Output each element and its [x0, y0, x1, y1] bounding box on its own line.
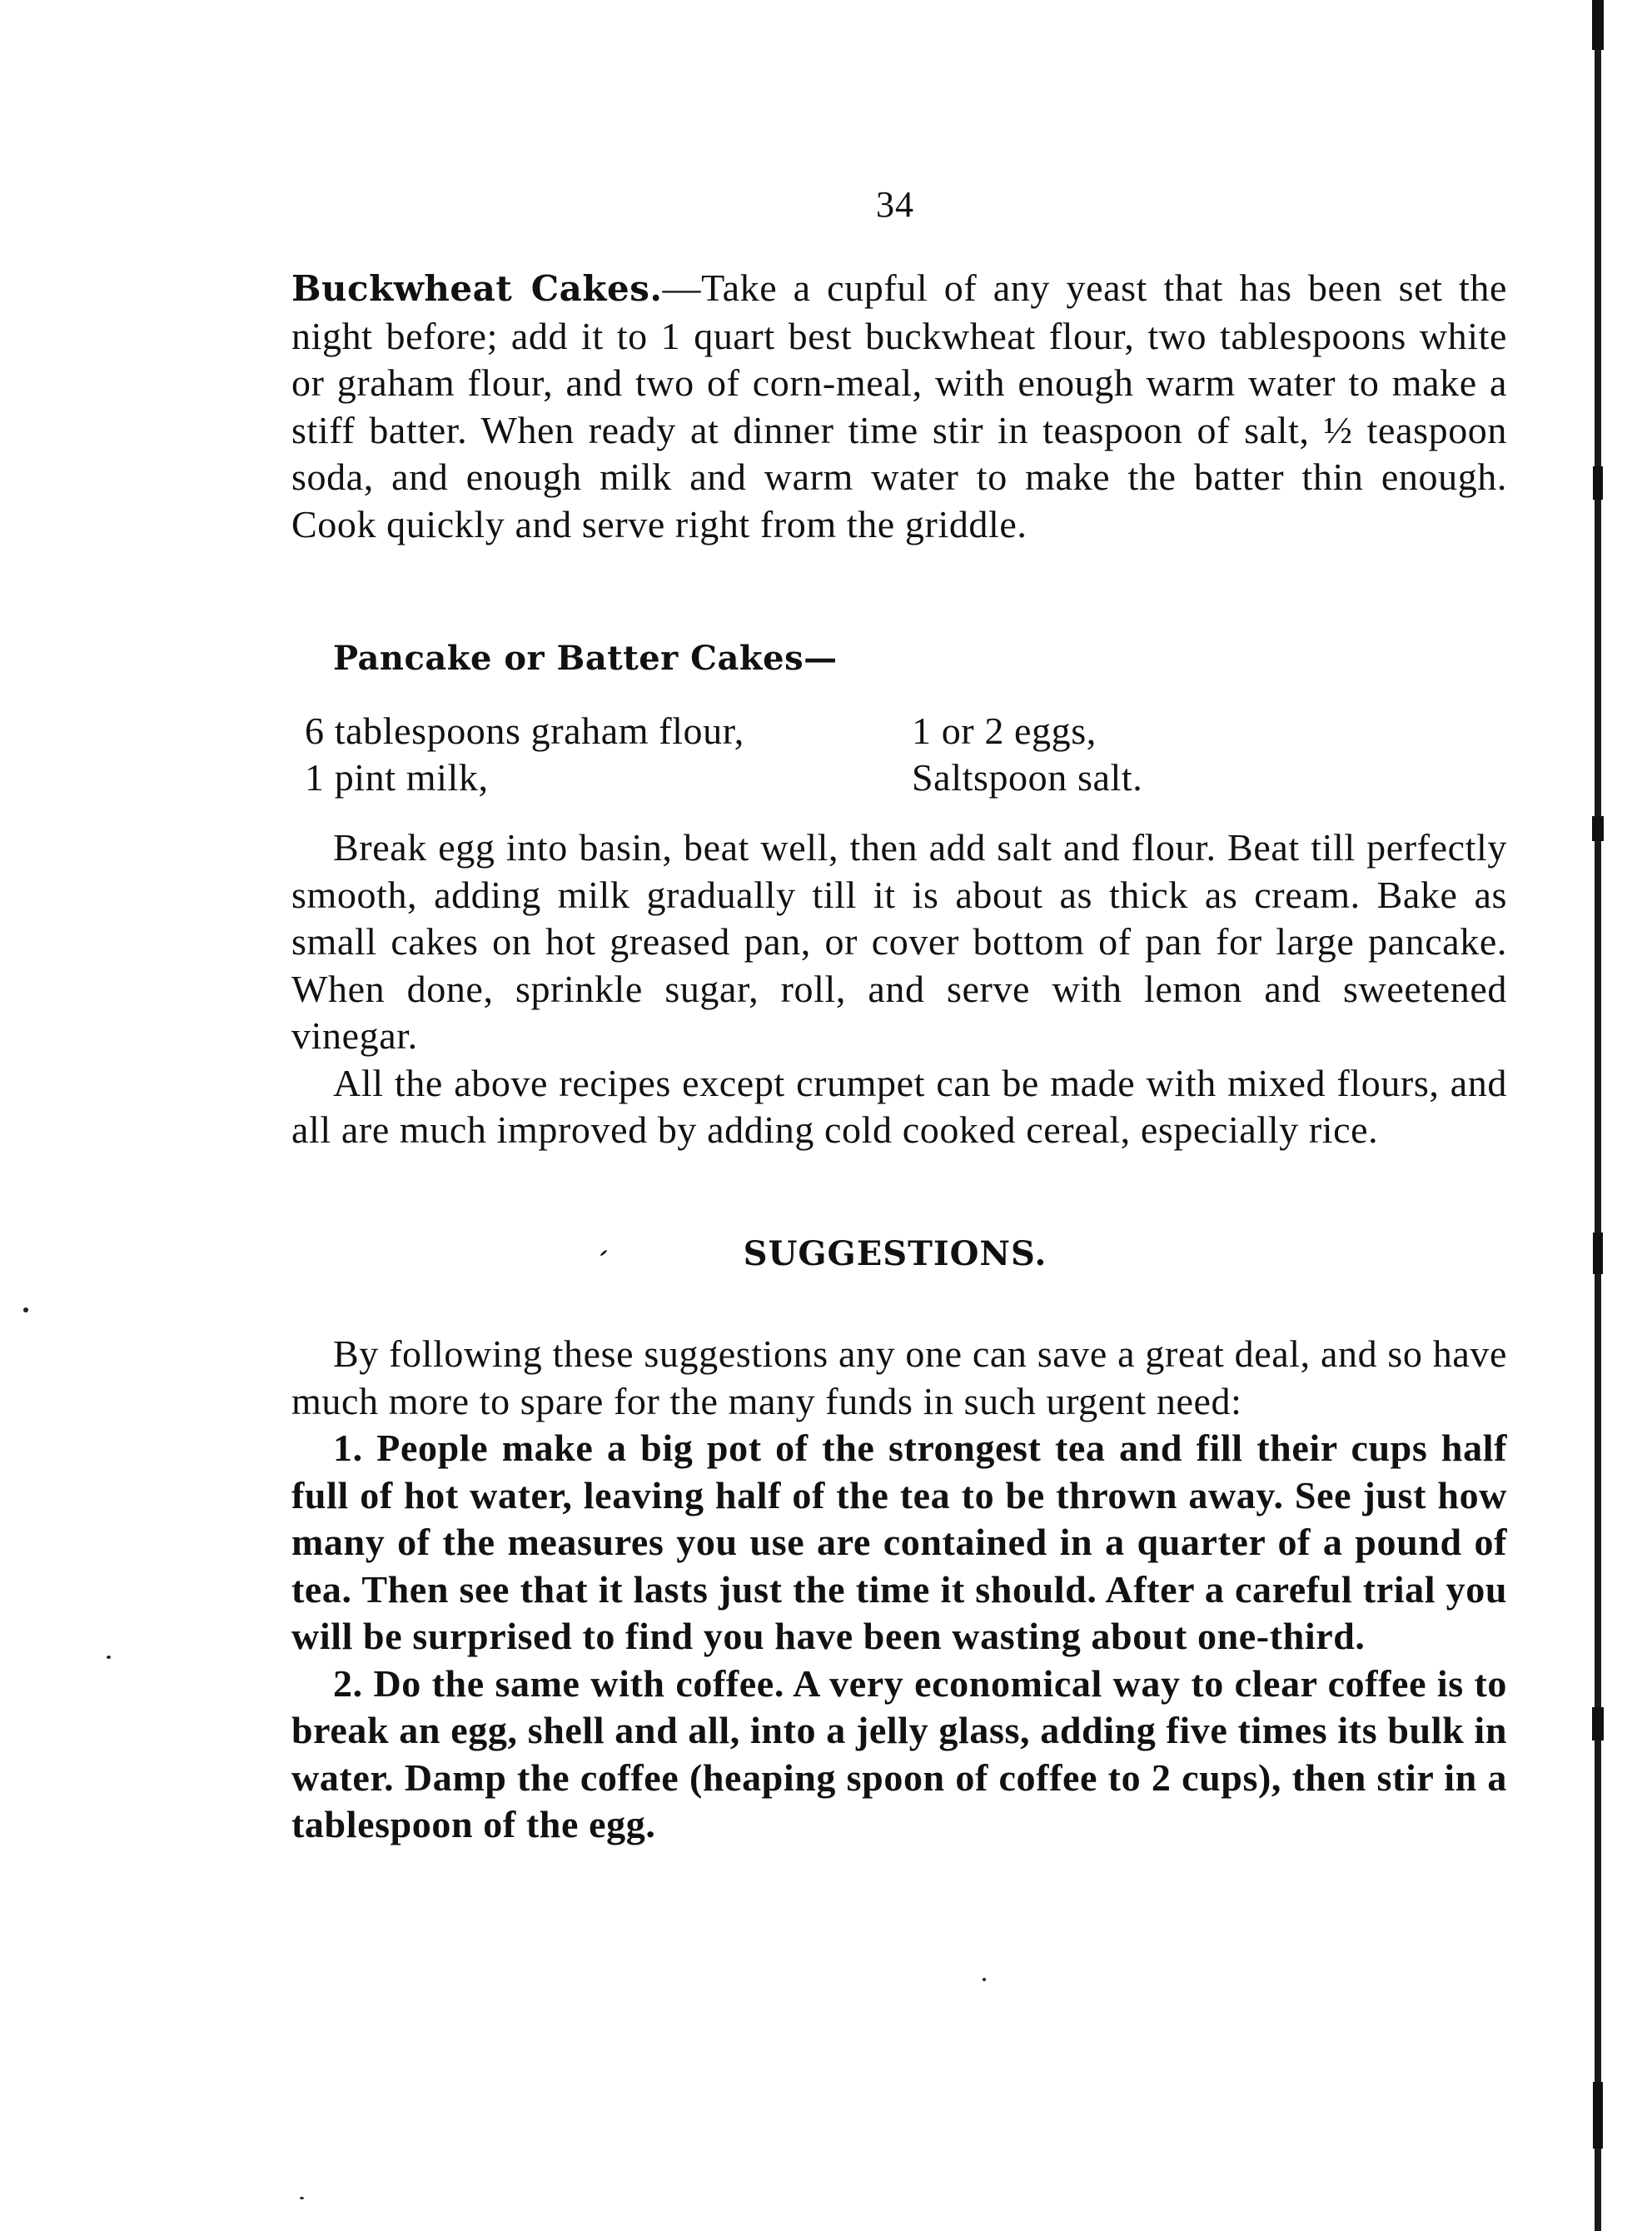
buckwheat-title: Buckwheat Cakes. — [291, 268, 663, 309]
ingredient-row — [291, 708, 1507, 754]
pancake-title: Pancake or Batter Cakes— — [333, 639, 838, 678]
suggestion-item: 2. Do the same with coffee. A very economical way to clear coffee is to break an egg, shell and all, into a jelly glass, adding five times its bulk in water. Damp the coffee (heaping spoon of coffee to 2 cups), then stir in a tablespoon of the egg. — [291, 1661, 1507, 1845]
ingredient-item: 1 pint milk, — [305, 756, 489, 799]
ingredient-row — [291, 754, 1507, 801]
pancake-note: All the above recipes except crumpet can be made with mixed flours, and all are much improved by adding cold cooked cereal, especially rice. — [291, 1061, 1507, 1151]
scan-speck — [107, 1656, 111, 1659]
ingredient-item: 1 or 2 eggs, — [912, 710, 1097, 752]
scan-speck — [23, 1307, 28, 1312]
scan-speck — [300, 2197, 304, 2199]
buckwheat-body: —Take a cupful of any yeast that has been set the night before; add it to 1 quart best buckwheat flour, two tablespoons white or graham flour, and two of corn-meal, with enough warm water to make a stiff batter. When ready at dinner time stir in teaspoon of salt, ½ teaspoon soda, and enough milk and warm water to make the batter thin enough. Cook quickly and serve right from the griddle. — [291, 266, 1508, 545]
pancake-method: Break egg into basin, beat well, then add salt and flour. Beat till perfectly smooth, adding milk gradually till it is about as thick as cream. Bake as small cakes on hot greased pan, or cover bottom of pan for large pancake. When done, sprinkle sugar, roll, and serve with lemon and sweetened vinegar. — [291, 826, 1507, 1057]
suggestions-block — [291, 1331, 1507, 1849]
page-number: 34 — [876, 184, 914, 225]
suggestions-intro: By following these suggestions any one can save a great deal, and so have much more to spare for the many funds in such urgent need: — [291, 1332, 1507, 1422]
buckwheat-recipe — [291, 265, 1507, 548]
ingredient-item: 6 tablespoons graham flour, — [305, 710, 744, 752]
suggestion-item: 1. People make a big pot of the strongest tea and fill their cups half full of hot water, leaving half of the tea to be thrown away. See just how many of the measures you use are contained in a quarter of a pound of tea. Then see that it lasts just the time it should. After a careful trial you will be surprised to find you have been wasting about one-third. — [291, 1427, 1507, 1657]
buckwheat-paragraph — [291, 265, 1507, 548]
scan-edge-line — [1592, 0, 1604, 2231]
ingredient-item: Saltspoon salt. — [912, 756, 1143, 799]
pancake-ingredients — [291, 708, 1507, 801]
scan-speck — [983, 1978, 986, 1981]
pancake-method-block — [291, 824, 1507, 1154]
suggestions-heading: SUGGESTIONS. — [743, 1234, 1047, 1273]
